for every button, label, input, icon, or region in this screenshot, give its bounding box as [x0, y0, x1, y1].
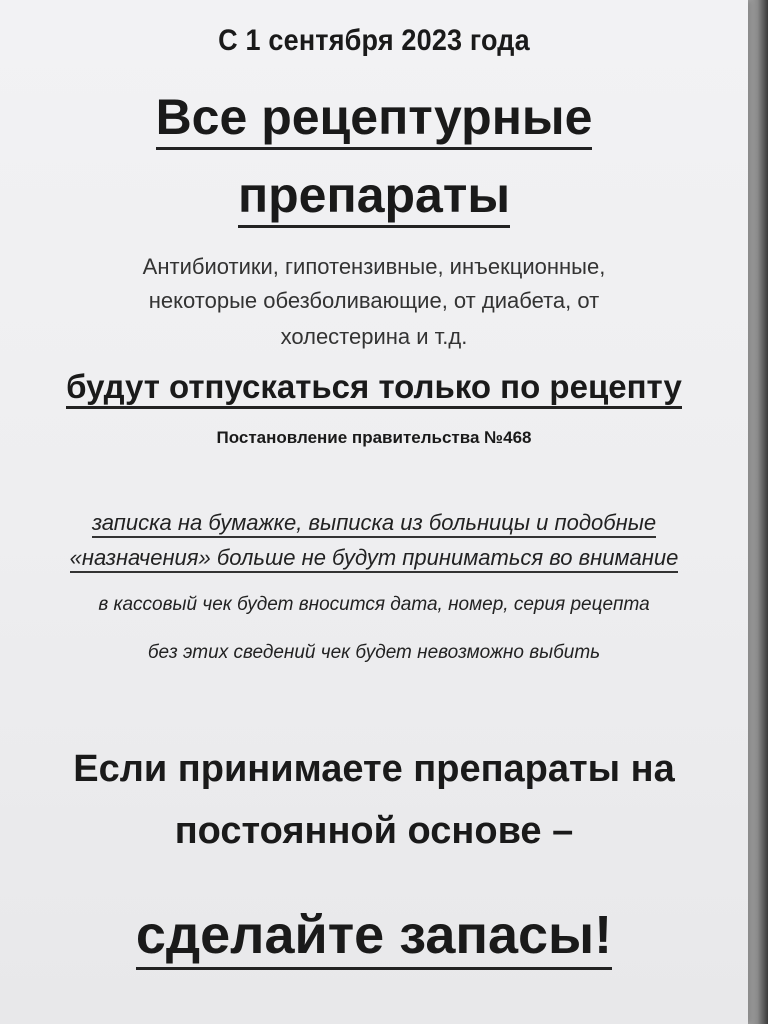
call-to-action [0, 904, 748, 966]
receipt-warning-line: без этих сведений чек будет невозможно выбить [147, 642, 601, 663]
examples-line-1: Антибиотики, гипотензивные, инъекционные, [142, 254, 606, 279]
note-line-1 [0, 510, 748, 536]
advice-line-2: постоянной основе – [174, 810, 574, 852]
note-line-2-text: «назначения» больше не будут приниматься во внимание [70, 545, 679, 573]
advice-line-1: Если принимаете препараты на [73, 748, 675, 790]
date-line: С 1 сентября 2023 года [218, 24, 530, 57]
note-line-2 [0, 545, 748, 571]
examples-line-2: некоторые обезболивающие, от диабета, от [148, 288, 600, 313]
decree-line: Постановление правительства №468 [216, 428, 532, 447]
note-line-1-text: записка на бумажке, выписка из больницы и подобные [92, 510, 656, 538]
prescription-only-line [0, 368, 748, 406]
call-to-action-text: сделайте запасы! [136, 905, 612, 970]
heading-line-1-text: Все рецептурные [156, 89, 593, 150]
heading-line-2 [0, 166, 748, 224]
heading-line-1 [0, 88, 748, 146]
receipt-line: в кассовый чек будет вносится дата, номер, серия рецепта [98, 594, 650, 615]
prescription-only-text: будут отпускаться только по рецепту [66, 368, 682, 409]
examples-line-3: холестерина и т.д. [280, 324, 468, 349]
heading-line-2-text: препараты [238, 167, 510, 228]
